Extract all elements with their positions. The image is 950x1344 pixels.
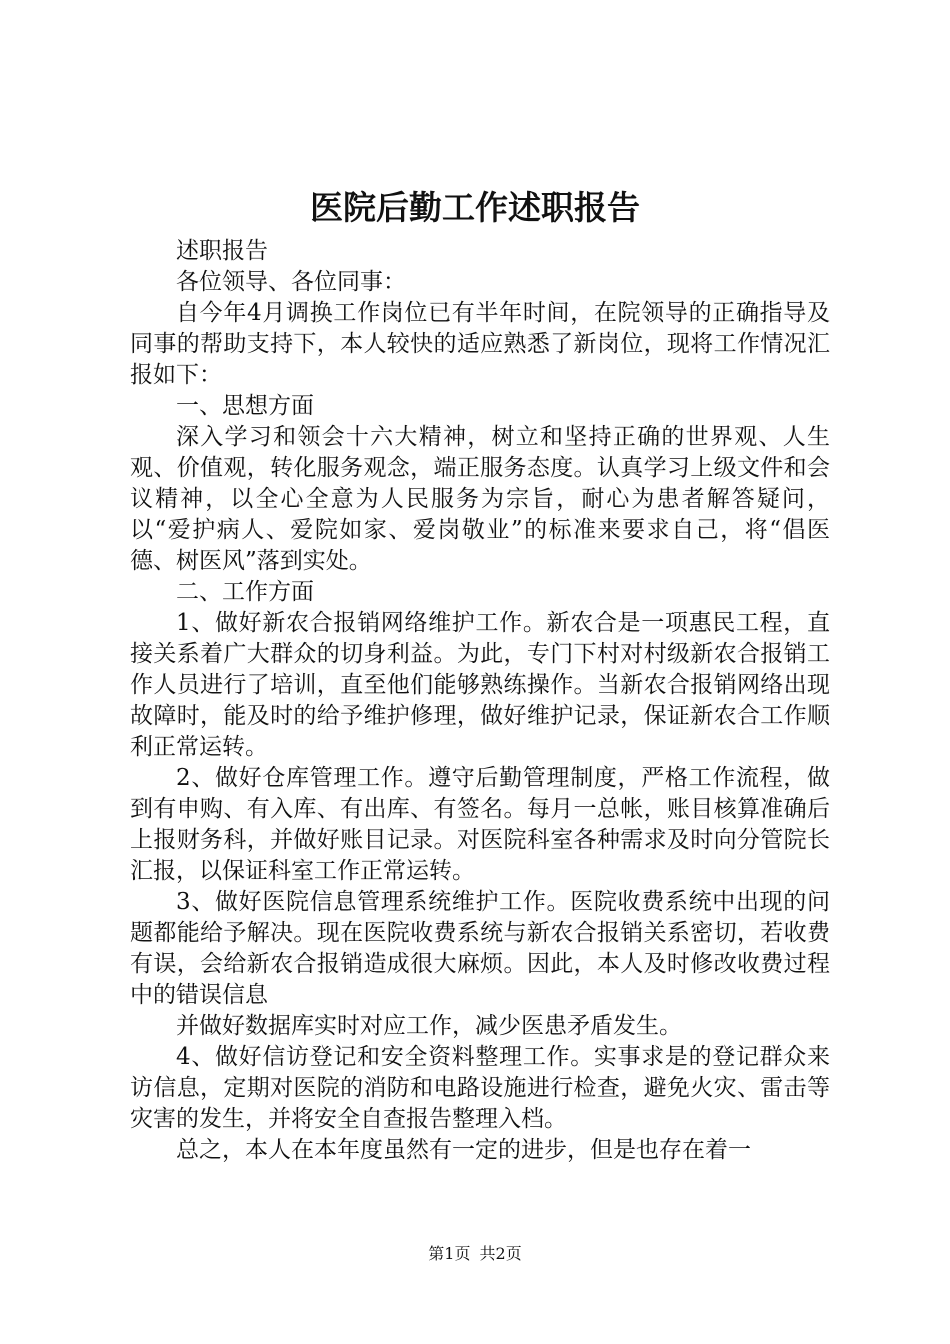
section-heading-thought: 一、思想方面: [176, 393, 314, 419]
paragraph-work-item-3-continued: 并做好数据库实时对应工作，减少医患矛盾发生。: [176, 1013, 682, 1039]
paragraph-work-item-4: 4、做好信访登记和安全资料整理工作。实事求是的登记群众来访信息，定期对医院的消防和电路设施进行检查，避免火灾、雷击等灾害的发生，并将安全自查报告整理入档。: [130, 1044, 830, 1132]
section-heading-work: 二、工作方面: [176, 579, 314, 605]
paragraph-work-item-2: 2、做好仓库管理工作。遵守后勤管理制度，严格工作流程，做到有申购、有入库、有出库、有签名。每月一总帐，账目核算准确后上报财务科，并做好账目记录。对医院科室各种需求及时向分管院长汇报，以保证科室工作正常运转。: [130, 765, 830, 884]
paragraph-intro: 自今年4月调换工作岗位已有半年时间，在院领导的正确指导及同事的帮助支持下，本人较快的适应熟悉了新岗位，现将工作情况汇报如下：: [130, 300, 830, 388]
paragraph-work-item-3: 3、做好医院信息管理系统维护工作。医院收费系统中出现的问题都能给予解决。现在医院收费系统与新农合报销关系密切，若收费有误，会给新农合报销造成很大麻烦。因此，本人及时修改收费过程中的错误信息: [130, 889, 830, 1008]
page-footer: [0, 1244, 950, 1264]
document-body: [130, 236, 830, 1166]
paragraph-heading: 述职报告: [176, 238, 268, 264]
paragraph-summary: 总之，本人在本年度虽然有一定的进步，但是也存在着一: [176, 1137, 751, 1163]
document-title: 医院后勤工作述职报告: [310, 188, 640, 227]
paragraph-work-item-1: 1、做好新农合报销网络维护工作。新农合是一项惠民工程，直接关系着广大群众的切身利益。为此，专门下村对村级新农合报销工作人员进行了培训，直至他们能够熟练操作。当新农合报销网络出现故障时，能及时的给予维护修理，做好维护记录，保证新农合工作顺利正常运转。: [130, 610, 830, 760]
paragraph-thought: 深入学习和领会十六大精神，树立和坚持正确的世界观、人生观、价值观，转化服务观念，端正服务态度。认真学习上级文件和会议精神，以全心全意为人民服务为宗旨，耐心为患者解答疑问，以“爱护病人、爱院如家、爱岗敬业”的标准来要求自己，将“倡医德、树医风”落到实处。: [130, 424, 830, 574]
paragraph-salutation: 各位领导、各位同事：: [176, 269, 406, 295]
page-total: 共2页: [479, 1244, 522, 1263]
page-number: 第1页: [428, 1244, 471, 1263]
